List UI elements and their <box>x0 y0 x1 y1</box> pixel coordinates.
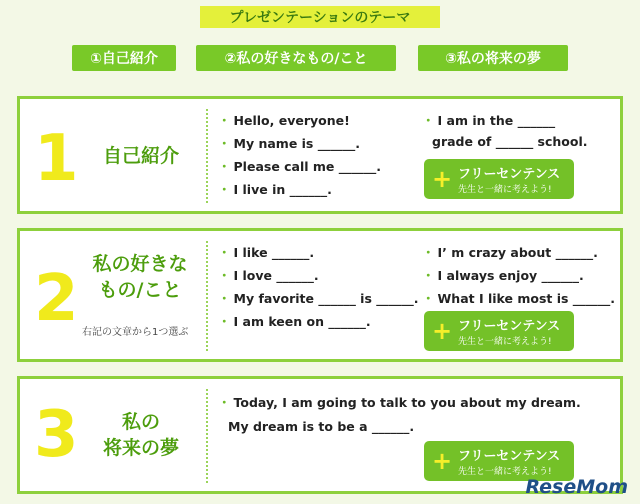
divider <box>206 241 208 351</box>
sentence-line: ・ I am keen on ______. <box>218 314 371 329</box>
free-sentence-badge: + フリーセンテンス 先生と一緒に考えよう! <box>424 441 574 481</box>
sentence-line: grade of ______ school. <box>432 134 588 149</box>
plus-icon: + <box>432 165 453 193</box>
sentence-line: ・ I live in ______. <box>218 182 332 197</box>
plus-icon: + <box>432 317 453 345</box>
sentence-line: My dream is to be a ______. <box>228 419 415 434</box>
card-number: 3 <box>34 398 79 472</box>
card-name: 私の 将来の夢 <box>102 411 179 459</box>
card-note: 右記の文章から1つ選ぶ <box>82 327 189 338</box>
sentence-line: ・ My name is ______. <box>218 136 360 151</box>
sentence-line: ・ I like ______. <box>218 245 315 260</box>
resemom-logo: ReseMom <box>525 476 628 498</box>
divider <box>206 109 208 203</box>
sentence-line: ・ Please call me ______. <box>218 159 382 174</box>
card-name: 自己紹介 <box>102 145 179 167</box>
sentence-line: ・ I am in the ______ <box>422 113 556 128</box>
sentence-line: ・ I always enjoy ______. <box>422 268 584 283</box>
page-title: プレゼンテーションのテーマ <box>200 6 440 28</box>
theme-card-1 <box>17 96 623 214</box>
theme-card-2 <box>17 228 623 362</box>
divider <box>206 389 208 483</box>
theme-tab-1: ①自己紹介 <box>72 45 176 71</box>
sentence-line: ・ I’ m crazy about ______. <box>422 245 598 260</box>
sentence-line: ・ What I like most is ______. <box>422 291 616 306</box>
sentence-line: ・ I love ______. <box>218 268 319 283</box>
sentence-line: ・ My favorite ______ is ______. <box>218 291 419 306</box>
free-sentence-badge: + フリーセンテンス 先生と一緒に考えよう! <box>424 159 574 199</box>
sentence-line: ・ Today, I am going to talk to you about my dream. <box>218 395 581 410</box>
free-sentence-badge: + フリーセンテンス 先生と一緒に考えよう! <box>424 311 574 351</box>
plus-icon: + <box>432 447 453 475</box>
card-number: 1 <box>34 122 79 196</box>
card-number: 2 <box>34 262 79 336</box>
card-name: 私の好きな もの/こと <box>92 253 188 301</box>
theme-tab-3: ③私の将来の夢 <box>418 45 568 71</box>
theme-tab-2: ②私の好きなもの/こと <box>196 45 396 71</box>
sentence-line: ・ Hello, everyone! <box>218 113 350 128</box>
